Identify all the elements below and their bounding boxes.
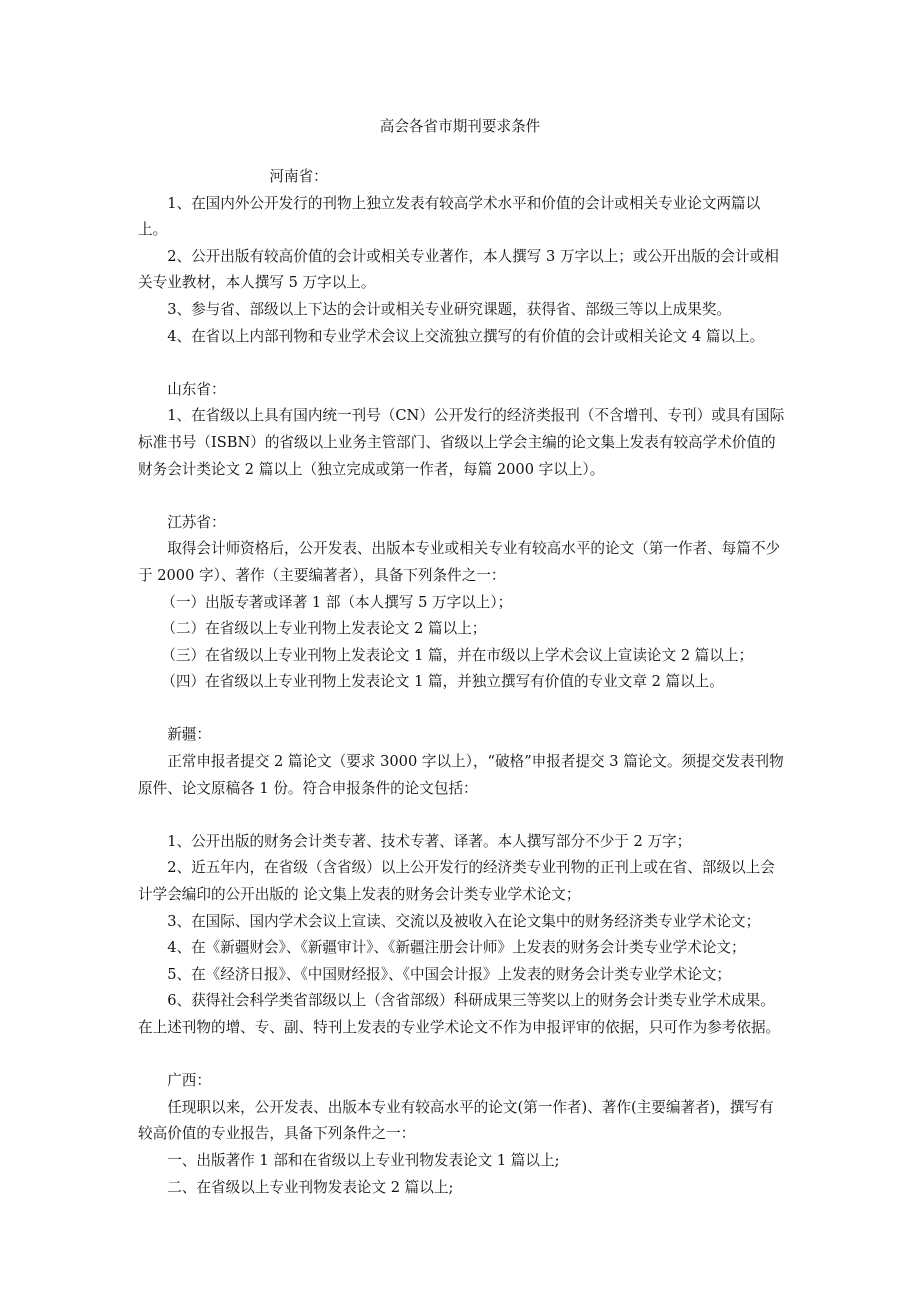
list-item: （三）在省级以上专业刊物上发表论文 1 篇，并在市级以上学术会议上宣读论文 2 篇以上； <box>161 646 754 664</box>
list-item: （四）在省级以上专业刊物上发表论文 1 篇，并独立撰写有价值的专业文章 2 篇以上。 <box>161 673 724 691</box>
list-item: 4、在《新疆财会》、《新疆审计》、《新疆注册会计师》上发表的财务会计类专业学术论文； <box>167 939 746 957</box>
list-item: 二、在省级以上专业刊物发表论文 2 篇以上; <box>167 1178 454 1196</box>
paragraph: 1、在国内外公开发行的刊物上独立发表有较高学术水平和价值的会计或相关专业论文两篇以上。 <box>138 194 761 239</box>
spacer <box>138 696 786 723</box>
list-item: （二）在省级以上专业刊物上发表论文 2 篇以上； <box>161 620 487 638</box>
section-heading: 河南省： <box>269 168 328 185</box>
list-item: 一、出版著作 1 部和在省级以上专业刊物发表论文 1 篇以上; <box>167 1151 560 1169</box>
list-item: 1、公开出版的财务会计类专著、技术专著、译著。本人撰写部分不少于 2 万字； <box>167 832 692 850</box>
list-item: 5、在《经济日报》、《中国财经报》、《中国会计报》上发表的财务会计类专业学术论文； <box>167 965 732 983</box>
list-item: 6、获得社会科学类省部级以上（含省部级）科研成果三等奖以上的财务会计类专业学术成果。 在上述刊物的增、专、副、特刊上发表的专业学术论文不作为申报评审的依据，只可作为参考依据。 <box>138 992 781 1036</box>
section-henan <box>138 164 786 350</box>
document-body <box>138 164 786 1201</box>
section-jiangsu <box>138 510 786 696</box>
paragraph: 任现职以来，公开发表、出版本专业有较高水平的论文(第一作者)、著作(主要编著者)，撰写有较高价值的专业报告，具备下列条件之一： <box>138 1098 774 1143</box>
spacer <box>138 802 786 829</box>
list-item: （一）出版专著或译著 1 部（本人撰写 5 万字以上）； <box>161 593 513 611</box>
list-item: 2、近五年内，在省级（含省级）以上公开发行的经济类专业刊物的正刊上或在省、部级以上会计学会编印的公开出版的 论文集上发表的财务会计类专业学术论文； <box>138 859 775 904</box>
section-xinjiang <box>138 722 786 1041</box>
document-title: 高会各省市期刊要求条件 <box>379 118 541 135</box>
spacer <box>138 1042 786 1069</box>
paragraph: 正常申报者提交 2 篇论文（要求 3000 字以上），“破格”申报者提交 3 篇论文。须提交发表刊物原件、论文原稿各 1 份。符合申报条件的论文包括： <box>138 753 784 797</box>
section-heading: 新疆： <box>167 726 211 744</box>
paragraph: 取得会计师资格后，公开发表、出版本专业或相关专业有较高水平的论文（第一作者、每篇不少于 2000 字）、著作（主要编著者），具备下列条件之一： <box>138 540 781 584</box>
paragraph: 1、在省级以上具有国内统一刊号（CN）公开发行的经济类报刊（不含增刊、专刊）或具有国际标准书号（ISBN）的省级以上业务主管部门、省级以上学会主编的论文集上发表有较高学术价值的财务会计类论文 2 篇以上（独立完成或第一作者，每篇 2000 字以上）。 <box>138 407 785 478</box>
section-heading: 山东省： <box>167 380 226 398</box>
spacer <box>138 350 786 377</box>
spacer <box>138 483 786 510</box>
list-item: 3、在国际、国内学术会议上宣读、交流以及被收入在论文集中的财务经济类专业学术论文； <box>167 912 761 930</box>
paragraph: 3、参与省、部级以上下达的会计或相关专业研究课题，获得省、部级三等以上成果奖。 <box>167 300 732 318</box>
section-shandong <box>138 377 786 483</box>
section-guangxi <box>138 1068 786 1201</box>
paragraph: 4、在省以上内部刊物和专业学术会议上交流独立撰写的有价值的会计或相关论文 4 篇以上。 <box>167 327 765 345</box>
paragraph: 2、公开出版有较高价值的会计或相关专业著作，本人撰写 3 万字以上；或公开出版的会计或相关专业教材，本人撰写 5 万字以上。 <box>138 247 779 292</box>
section-heading: 广西： <box>167 1072 211 1090</box>
section-heading: 江苏省： <box>167 513 226 531</box>
